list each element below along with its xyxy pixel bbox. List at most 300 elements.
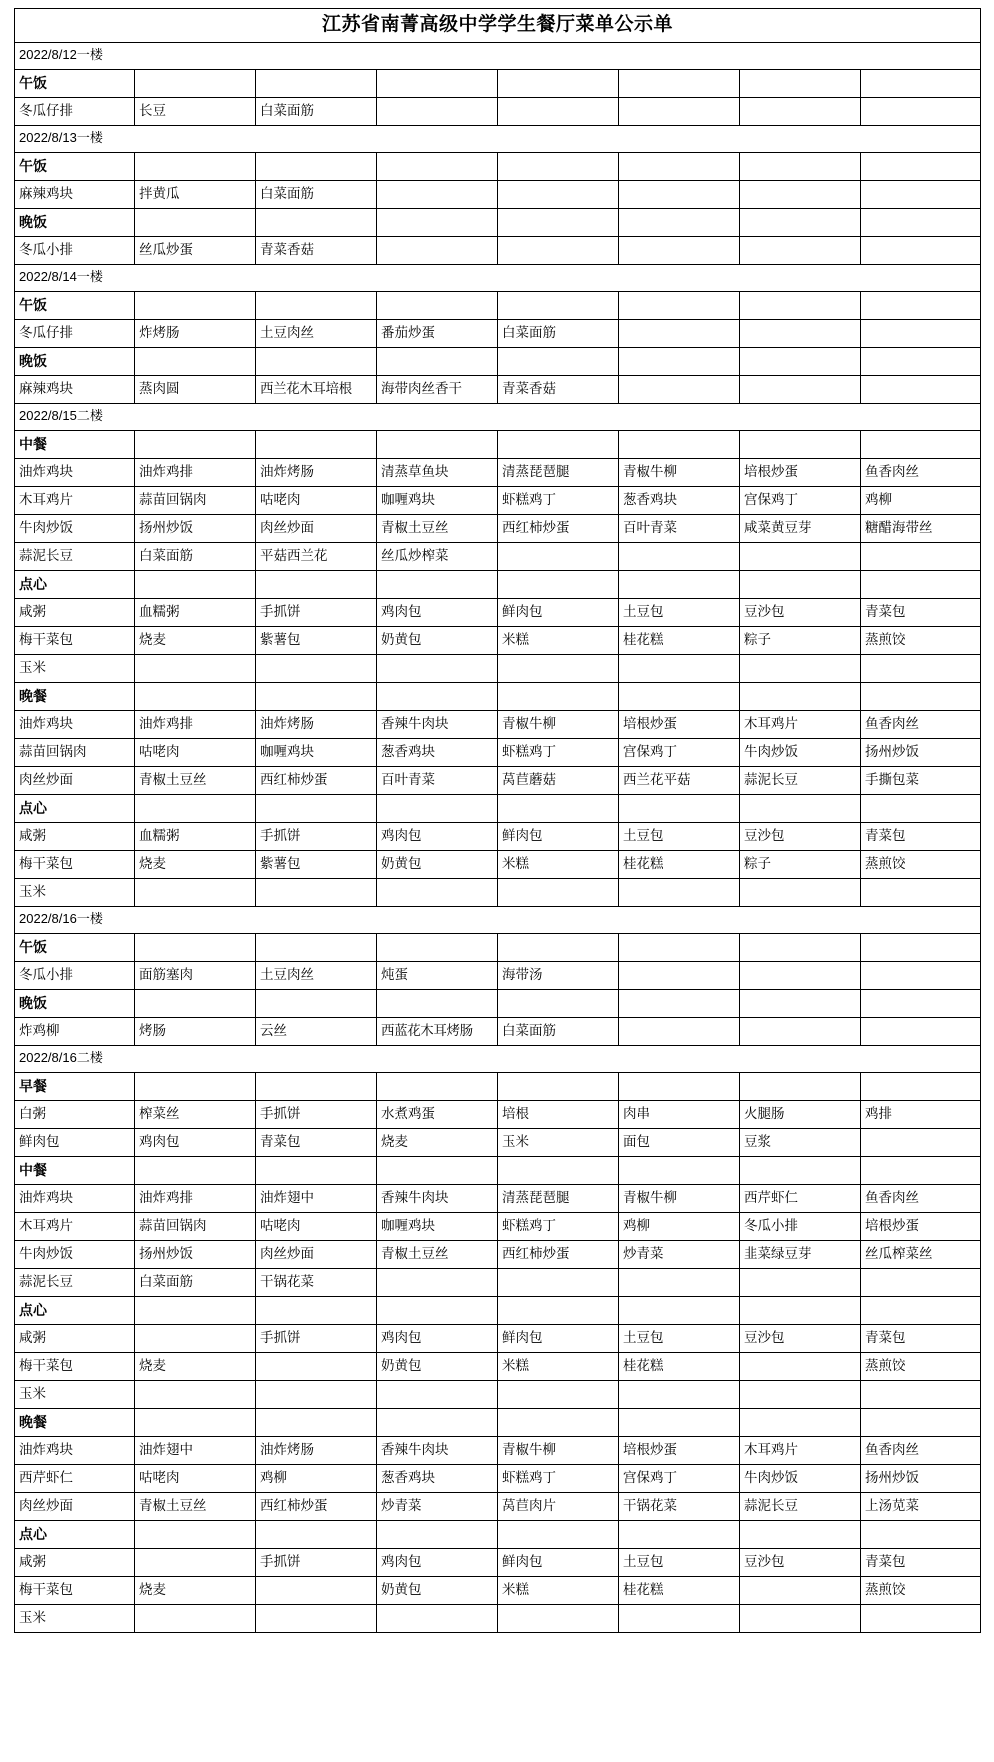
menu-cell-empty bbox=[135, 1325, 256, 1353]
document-title-row bbox=[15, 9, 981, 43]
menu-item: 油炸烤肠 bbox=[256, 1437, 377, 1465]
menu-cell-empty bbox=[256, 1577, 377, 1605]
menu-cell-empty bbox=[740, 1605, 861, 1633]
menu-item: 香辣牛肉块 bbox=[377, 1437, 498, 1465]
menu-cell-empty bbox=[619, 348, 740, 376]
menu-item: 土豆包 bbox=[619, 599, 740, 627]
menu-cell-empty bbox=[377, 1157, 498, 1185]
menu-item: 火腿肠 bbox=[740, 1101, 861, 1129]
menu-item: 肉丝炒面 bbox=[256, 1241, 377, 1269]
menu-cell-empty bbox=[861, 655, 981, 683]
meal-header-row bbox=[15, 1157, 981, 1185]
meal-label: 午饭 bbox=[15, 70, 135, 98]
menu-cell-empty bbox=[498, 1297, 619, 1325]
menu-item: 葱香鸡块 bbox=[619, 487, 740, 515]
menu-cell-empty bbox=[619, 70, 740, 98]
menu-item: 土豆肉丝 bbox=[256, 962, 377, 990]
menu-item: 虾糕鸡丁 bbox=[498, 487, 619, 515]
menu-cell-empty bbox=[861, 98, 981, 126]
menu-item: 白菜面筋 bbox=[498, 320, 619, 348]
menu-cell-empty bbox=[256, 990, 377, 1018]
menu-item-row bbox=[15, 1213, 981, 1241]
menu-item: 米糕 bbox=[498, 1353, 619, 1381]
menu-cell-empty bbox=[619, 571, 740, 599]
menu-item: 玉米 bbox=[15, 655, 135, 683]
menu-item: 油炸翅中 bbox=[256, 1185, 377, 1213]
menu-cell-empty bbox=[861, 990, 981, 1018]
meal-header-row bbox=[15, 1521, 981, 1549]
menu-item: 青菜香菇 bbox=[498, 376, 619, 404]
menu-item: 土豆包 bbox=[619, 823, 740, 851]
menu-cell-empty bbox=[861, 348, 981, 376]
menu-item: 培根炒蛋 bbox=[861, 1213, 981, 1241]
menu-item: 奶黄包 bbox=[377, 1353, 498, 1381]
menu-item: 油炸鸡块 bbox=[15, 459, 135, 487]
menu-cell-empty bbox=[861, 1521, 981, 1549]
menu-item: 西红柿炒蛋 bbox=[256, 1493, 377, 1521]
meal-header-row bbox=[15, 431, 981, 459]
menu-item: 鲜肉包 bbox=[498, 599, 619, 627]
menu-cell-empty bbox=[256, 683, 377, 711]
menu-item: 米糕 bbox=[498, 627, 619, 655]
menu-cell-empty bbox=[619, 655, 740, 683]
menu-item: 咸粥 bbox=[15, 599, 135, 627]
menu-cell-empty bbox=[861, 376, 981, 404]
menu-item: 鸡肉包 bbox=[377, 823, 498, 851]
menu-item: 丝瓜炒榨菜 bbox=[377, 543, 498, 571]
menu-item: 蒜苗回锅肉 bbox=[15, 739, 135, 767]
menu-item: 莴苣蘑菇 bbox=[498, 767, 619, 795]
menu-cell-empty bbox=[498, 879, 619, 907]
menu-item: 白菜面筋 bbox=[256, 181, 377, 209]
menu-cell-empty bbox=[740, 1409, 861, 1437]
menu-cell-empty bbox=[498, 571, 619, 599]
menu-item: 冬瓜小排 bbox=[15, 237, 135, 265]
menu-item: 韭菜绿豆芽 bbox=[740, 1241, 861, 1269]
menu-item: 木耳鸡片 bbox=[740, 1437, 861, 1465]
menu-item: 白粥 bbox=[15, 1101, 135, 1129]
menu-item: 梅干菜包 bbox=[15, 627, 135, 655]
menu-cell-empty bbox=[498, 237, 619, 265]
menu-item: 土豆包 bbox=[619, 1549, 740, 1577]
menu-cell-empty bbox=[135, 795, 256, 823]
document-title: 江苏省南菁高级中学学生餐厅菜单公示单 bbox=[15, 9, 981, 43]
menu-cell-empty bbox=[377, 431, 498, 459]
menu-item: 蒜苗回锅肉 bbox=[135, 487, 256, 515]
menu-item-row bbox=[15, 627, 981, 655]
menu-cell-empty bbox=[135, 1381, 256, 1409]
menu-item: 青椒牛柳 bbox=[498, 1437, 619, 1465]
menu-cell-empty bbox=[619, 209, 740, 237]
menu-item: 蒸煎饺 bbox=[861, 851, 981, 879]
menu-item: 培根炒蛋 bbox=[619, 1437, 740, 1465]
menu-cell-empty bbox=[377, 1297, 498, 1325]
menu-cell-empty bbox=[740, 934, 861, 962]
menu-cell-empty bbox=[740, 1073, 861, 1101]
menu-item: 梅干菜包 bbox=[15, 851, 135, 879]
menu-cell-empty bbox=[861, 571, 981, 599]
menu-item: 牛肉炒饭 bbox=[740, 1465, 861, 1493]
menu-cell-empty bbox=[377, 655, 498, 683]
menu-cell-empty bbox=[377, 348, 498, 376]
menu-item: 清蒸琵琶腿 bbox=[498, 1185, 619, 1213]
menu-item: 白菜面筋 bbox=[135, 543, 256, 571]
menu-item: 油炸鸡块 bbox=[15, 711, 135, 739]
menu-cell-empty bbox=[377, 879, 498, 907]
menu-item: 咸粥 bbox=[15, 823, 135, 851]
menu-item: 西蓝花木耳烤肠 bbox=[377, 1018, 498, 1046]
meal-header-row bbox=[15, 348, 981, 376]
menu-item: 扬州炒饭 bbox=[861, 1465, 981, 1493]
menu-item: 烧麦 bbox=[135, 1353, 256, 1381]
menu-cell-empty bbox=[861, 879, 981, 907]
menu-cell-empty bbox=[740, 1018, 861, 1046]
menu-item: 玉米 bbox=[498, 1129, 619, 1157]
menu-cell-empty bbox=[861, 1157, 981, 1185]
menu-cell-empty bbox=[498, 1409, 619, 1437]
menu-item: 海带汤 bbox=[498, 962, 619, 990]
menu-item: 肉丝炒面 bbox=[256, 515, 377, 543]
menu-cell-empty bbox=[135, 879, 256, 907]
menu-cell-empty bbox=[861, 320, 981, 348]
menu-item: 咖喱鸡块 bbox=[377, 487, 498, 515]
menu-item: 桂花糕 bbox=[619, 1577, 740, 1605]
menu-item: 油炸鸡排 bbox=[135, 1185, 256, 1213]
menu-item: 米糕 bbox=[498, 851, 619, 879]
menu-cell-empty bbox=[740, 348, 861, 376]
menu-item-row bbox=[15, 962, 981, 990]
menu-item: 冬瓜小排 bbox=[740, 1213, 861, 1241]
menu-cell-empty bbox=[740, 1353, 861, 1381]
meal-label: 晚饭 bbox=[15, 990, 135, 1018]
menu-cell-empty bbox=[135, 1521, 256, 1549]
menu-item-row bbox=[15, 1353, 981, 1381]
menu-item: 白菜面筋 bbox=[256, 98, 377, 126]
menu-item: 虾糕鸡丁 bbox=[498, 739, 619, 767]
menu-cell-empty bbox=[740, 431, 861, 459]
menu-item: 手抓饼 bbox=[256, 599, 377, 627]
menu-cell-empty bbox=[498, 1269, 619, 1297]
menu-cell-empty bbox=[740, 98, 861, 126]
menu-cell-empty bbox=[619, 181, 740, 209]
menu-item-row bbox=[15, 655, 981, 683]
menu-item: 手抓饼 bbox=[256, 1101, 377, 1129]
menu-item: 鸡肉包 bbox=[377, 1549, 498, 1577]
menu-item: 玉米 bbox=[15, 1605, 135, 1633]
menu-item: 豆浆 bbox=[740, 1129, 861, 1157]
meal-label: 中餐 bbox=[15, 1157, 135, 1185]
menu-cell-empty bbox=[377, 292, 498, 320]
menu-item: 宫保鸡丁 bbox=[740, 487, 861, 515]
menu-cell-empty bbox=[256, 153, 377, 181]
menu-cell-empty bbox=[861, 70, 981, 98]
menu-cell-empty bbox=[619, 990, 740, 1018]
menu-cell-empty bbox=[377, 209, 498, 237]
menu-cell-empty bbox=[619, 1381, 740, 1409]
date-label: 2022/8/16二楼 bbox=[15, 1046, 981, 1073]
menu-item: 青菜包 bbox=[256, 1129, 377, 1157]
menu-item: 麻辣鸡块 bbox=[15, 376, 135, 404]
menu-item: 培根炒蛋 bbox=[619, 711, 740, 739]
menu-item-row bbox=[15, 1381, 981, 1409]
menu-item: 烧麦 bbox=[135, 851, 256, 879]
menu-cell-empty bbox=[861, 237, 981, 265]
menu-cell-empty bbox=[377, 1381, 498, 1409]
menu-item: 烧麦 bbox=[135, 1577, 256, 1605]
menu-item: 青菜包 bbox=[861, 1325, 981, 1353]
menu-item-row bbox=[15, 515, 981, 543]
menu-item-row bbox=[15, 599, 981, 627]
meal-label: 点心 bbox=[15, 795, 135, 823]
menu-item: 玉米 bbox=[15, 879, 135, 907]
menu-item: 鱼香肉丝 bbox=[861, 459, 981, 487]
menu-item: 牛肉炒饭 bbox=[15, 515, 135, 543]
menu-item-row bbox=[15, 459, 981, 487]
meal-header-row bbox=[15, 990, 981, 1018]
menu-item: 西兰花平菇 bbox=[619, 767, 740, 795]
menu-cell-empty bbox=[256, 348, 377, 376]
menu-cell-empty bbox=[619, 879, 740, 907]
menu-cell-empty bbox=[740, 1521, 861, 1549]
menu-cell-empty bbox=[740, 153, 861, 181]
menu-item: 手撕包菜 bbox=[861, 767, 981, 795]
menu-item: 干锅花菜 bbox=[619, 1493, 740, 1521]
menu-cell-empty bbox=[861, 962, 981, 990]
menu-cell-empty bbox=[861, 1073, 981, 1101]
menu-item: 青菜包 bbox=[861, 599, 981, 627]
menu-cell-empty bbox=[135, 70, 256, 98]
menu-cell-empty bbox=[256, 1073, 377, 1101]
menu-cell-empty bbox=[256, 655, 377, 683]
menu-item: 鲜肉包 bbox=[498, 1549, 619, 1577]
menu-cell-empty bbox=[377, 990, 498, 1018]
meal-header-row bbox=[15, 70, 981, 98]
menu-item: 肉串 bbox=[619, 1101, 740, 1129]
menu-item: 奶黄包 bbox=[377, 851, 498, 879]
menu-item: 咕咾肉 bbox=[135, 1465, 256, 1493]
menu-cell-empty bbox=[498, 209, 619, 237]
menu-item: 葱香鸡块 bbox=[377, 1465, 498, 1493]
menu-cell-empty bbox=[498, 934, 619, 962]
menu-item: 油炸鸡排 bbox=[135, 459, 256, 487]
menu-item-row bbox=[15, 851, 981, 879]
meal-label: 午饭 bbox=[15, 934, 135, 962]
menu-item: 手抓饼 bbox=[256, 1325, 377, 1353]
menu-item: 蒜泥长豆 bbox=[15, 1269, 135, 1297]
menu-cell-empty bbox=[377, 934, 498, 962]
menu-item: 西红柿炒蛋 bbox=[498, 515, 619, 543]
menu-item: 扬州炒饭 bbox=[861, 739, 981, 767]
menu-item-row bbox=[15, 376, 981, 404]
menu-item: 西红柿炒蛋 bbox=[256, 767, 377, 795]
menu-cell-empty bbox=[740, 879, 861, 907]
menu-cell-empty bbox=[619, 962, 740, 990]
date-section-header bbox=[15, 265, 981, 292]
menu-cell-empty bbox=[377, 795, 498, 823]
menu-item: 烧麦 bbox=[377, 1129, 498, 1157]
menu-item: 面筋塞肉 bbox=[135, 962, 256, 990]
menu-cell-empty bbox=[135, 1605, 256, 1633]
menu-cell-empty bbox=[256, 209, 377, 237]
menu-item: 清蒸草鱼块 bbox=[377, 459, 498, 487]
menu-cell-empty bbox=[861, 1269, 981, 1297]
menu-item: 粽子 bbox=[740, 851, 861, 879]
date-section-header bbox=[15, 907, 981, 934]
menu-item: 宫保鸡丁 bbox=[619, 1465, 740, 1493]
menu-cell-empty bbox=[256, 431, 377, 459]
menu-cell-empty bbox=[619, 431, 740, 459]
menu-item: 青菜香菇 bbox=[256, 237, 377, 265]
menu-cell-empty bbox=[740, 543, 861, 571]
menu-cell-empty bbox=[498, 990, 619, 1018]
menu-cell-empty bbox=[135, 1549, 256, 1577]
menu-cell-empty bbox=[498, 181, 619, 209]
menu-cell-empty bbox=[619, 543, 740, 571]
menu-item: 青菜包 bbox=[861, 823, 981, 851]
menu-item: 青椒土豆丝 bbox=[135, 767, 256, 795]
menu-cell-empty bbox=[619, 683, 740, 711]
menu-item: 鲜肉包 bbox=[498, 1325, 619, 1353]
menu-cell-empty bbox=[861, 1129, 981, 1157]
date-section-header bbox=[15, 1046, 981, 1073]
menu-item-row bbox=[15, 1493, 981, 1521]
menu-item: 清蒸琵琶腿 bbox=[498, 459, 619, 487]
menu-item: 葱香鸡块 bbox=[377, 739, 498, 767]
menu-cell-empty bbox=[619, 320, 740, 348]
date-section-header bbox=[15, 126, 981, 153]
menu-cell-empty bbox=[861, 934, 981, 962]
menu-item: 培根 bbox=[498, 1101, 619, 1129]
menu-item-row bbox=[15, 823, 981, 851]
menu-item: 豆沙包 bbox=[740, 823, 861, 851]
menu-item: 扬州炒饭 bbox=[135, 515, 256, 543]
menu-item: 咖喱鸡块 bbox=[377, 1213, 498, 1241]
menu-cell-empty bbox=[135, 1157, 256, 1185]
menu-item: 炒青菜 bbox=[377, 1493, 498, 1521]
menu-item: 梅干菜包 bbox=[15, 1353, 135, 1381]
menu-cell-empty bbox=[256, 292, 377, 320]
menu-cell-empty bbox=[256, 1297, 377, 1325]
menu-item: 莴苣肉片 bbox=[498, 1493, 619, 1521]
menu-item: 香辣牛肉块 bbox=[377, 711, 498, 739]
menu-item: 咸粥 bbox=[15, 1549, 135, 1577]
menu-item-row bbox=[15, 1101, 981, 1129]
menu-item-row bbox=[15, 1129, 981, 1157]
menu-cell-empty bbox=[861, 1018, 981, 1046]
menu-item: 血糯粥 bbox=[135, 599, 256, 627]
date-label: 2022/8/16一楼 bbox=[15, 907, 981, 934]
menu-item: 油炸烤肠 bbox=[256, 711, 377, 739]
menu-item: 牛肉炒饭 bbox=[740, 739, 861, 767]
menu-item: 扬州炒饭 bbox=[135, 1241, 256, 1269]
menu-cell-empty bbox=[498, 98, 619, 126]
menu-item: 西芹虾仁 bbox=[15, 1465, 135, 1493]
menu-cell-empty bbox=[740, 209, 861, 237]
menu-cell-empty bbox=[740, 655, 861, 683]
menu-cell-empty bbox=[377, 181, 498, 209]
menu-cell-empty bbox=[740, 683, 861, 711]
menu-cell-empty bbox=[498, 1157, 619, 1185]
menu-item: 蒸煎饺 bbox=[861, 1577, 981, 1605]
meal-label: 点心 bbox=[15, 571, 135, 599]
menu-item-row bbox=[15, 237, 981, 265]
menu-item: 土豆肉丝 bbox=[256, 320, 377, 348]
menu-item: 桂花糕 bbox=[619, 851, 740, 879]
menu-item: 鸡肉包 bbox=[377, 599, 498, 627]
menu-item: 西红柿炒蛋 bbox=[498, 1241, 619, 1269]
menu-cell-empty bbox=[740, 571, 861, 599]
menu-cell-empty bbox=[498, 153, 619, 181]
menu-cell-empty bbox=[740, 1381, 861, 1409]
menu-cell-empty bbox=[740, 1577, 861, 1605]
menu-item: 冬瓜小排 bbox=[15, 962, 135, 990]
menu-cell-empty bbox=[135, 153, 256, 181]
meal-header-row bbox=[15, 209, 981, 237]
menu-cell-empty bbox=[256, 1157, 377, 1185]
menu-item: 鸡肉包 bbox=[377, 1325, 498, 1353]
menu-cell-empty bbox=[256, 1353, 377, 1381]
meal-header-row bbox=[15, 1073, 981, 1101]
menu-item: 百叶青菜 bbox=[619, 515, 740, 543]
menu-item: 咕咾肉 bbox=[256, 1213, 377, 1241]
menu-cell-empty bbox=[377, 1409, 498, 1437]
menu-item: 蒜泥长豆 bbox=[740, 767, 861, 795]
menu-item-row bbox=[15, 1269, 981, 1297]
menu-item: 紫薯包 bbox=[256, 851, 377, 879]
menu-cell-empty bbox=[135, 209, 256, 237]
menu-item: 鱼香肉丝 bbox=[861, 1185, 981, 1213]
menu-cell-empty bbox=[498, 1073, 619, 1101]
menu-item: 水煮鸡蛋 bbox=[377, 1101, 498, 1129]
menu-item: 蒜泥长豆 bbox=[740, 1493, 861, 1521]
menu-item: 鱼香肉丝 bbox=[861, 711, 981, 739]
menu-cell-empty bbox=[619, 1157, 740, 1185]
menu-cell-empty bbox=[740, 1269, 861, 1297]
menu-item: 长豆 bbox=[135, 98, 256, 126]
menu-cell-empty bbox=[619, 934, 740, 962]
menu-cell-empty bbox=[861, 209, 981, 237]
meal-label: 晚餐 bbox=[15, 683, 135, 711]
menu-item: 手抓饼 bbox=[256, 823, 377, 851]
menu-item: 油炸鸡块 bbox=[15, 1437, 135, 1465]
menu-cell-empty bbox=[619, 1297, 740, 1325]
menu-item: 肉丝炒面 bbox=[15, 767, 135, 795]
menu-cell-empty bbox=[256, 571, 377, 599]
menu-item: 桂花糕 bbox=[619, 1353, 740, 1381]
menu-cell-empty bbox=[377, 683, 498, 711]
menu-item: 青椒牛柳 bbox=[619, 459, 740, 487]
menu-cell-empty bbox=[498, 348, 619, 376]
menu-cell-empty bbox=[498, 431, 619, 459]
menu-item: 炒青菜 bbox=[619, 1241, 740, 1269]
meal-header-row bbox=[15, 1409, 981, 1437]
menu-item: 牛肉炒饭 bbox=[15, 1241, 135, 1269]
menu-item: 青椒土豆丝 bbox=[377, 515, 498, 543]
menu-cell-empty bbox=[740, 990, 861, 1018]
menu-cell-empty bbox=[135, 683, 256, 711]
menu-cell-empty bbox=[861, 1409, 981, 1437]
menu-cell-empty bbox=[861, 1297, 981, 1325]
menu-cell-empty bbox=[135, 571, 256, 599]
menu-cell-empty bbox=[740, 237, 861, 265]
meal-header-row bbox=[15, 292, 981, 320]
menu-cell-empty bbox=[377, 1269, 498, 1297]
menu-item: 鸡排 bbox=[861, 1101, 981, 1129]
menu-item-row bbox=[15, 1437, 981, 1465]
menu-item: 咕咾肉 bbox=[256, 487, 377, 515]
menu-item: 米糕 bbox=[498, 1577, 619, 1605]
menu-cell-empty bbox=[861, 543, 981, 571]
